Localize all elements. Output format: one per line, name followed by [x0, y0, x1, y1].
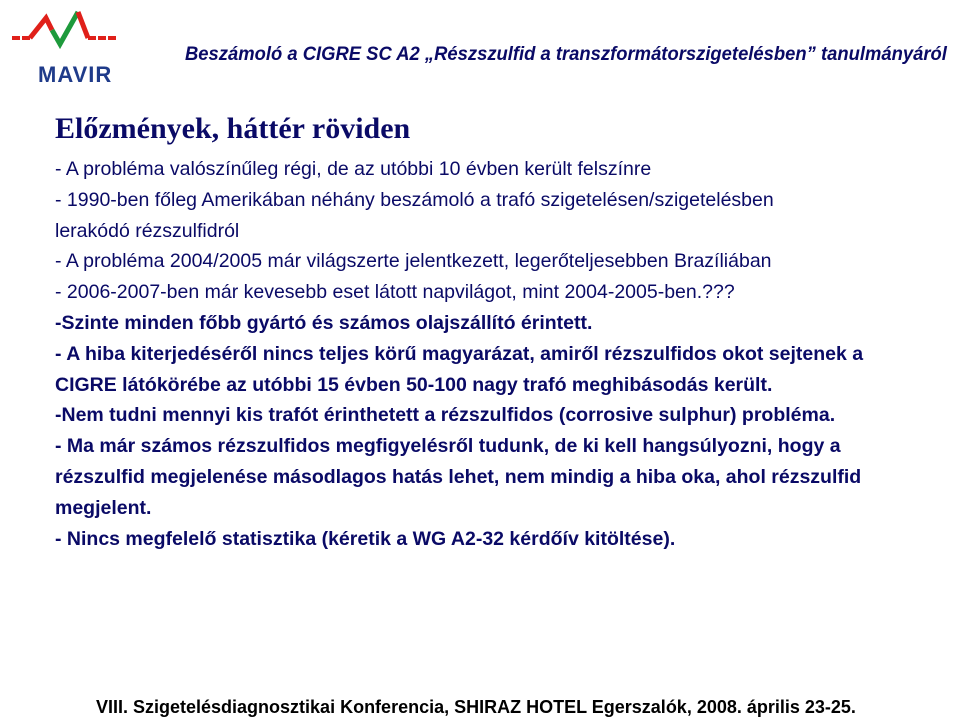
bullet-paragraph: -Nem tudni mennyi kis trafót érinthetett a rézszulfidos (corrosive sulphur) probléma.: [55, 404, 836, 427]
header-title: Beszámoló a CIGRE SC A2 „Részszulfid a transzformátorszigetelésben” tanulmányáról: [185, 44, 947, 65]
bullet-paragraph: - A hiba kiterjedéséről nincs teljes körű magyarázat, amiről rézszulfidos okot sejtenek a CIGRE látókörébe az utóbbi 15 évben 50-100 nagy trafó meghibásodás került.: [55, 342, 864, 396]
page-heading: Előzmények, háttér röviden: [55, 112, 411, 145]
bullet-line: - A probléma valószínűleg régi, de az utóbbi 10 évben került felszínre: [55, 158, 652, 180]
bullet-line: -Szinte minden főbb gyártó és számos olajszállító érintett.: [55, 311, 593, 334]
bullet-paragraph: - Ma már számos rézszulfidos megfigyelésről tudunk, de ki kell hangsúlyozni, hogy a rézszulfid megjelenése másodlagos hatás lehet, nem mindig a hiba oka, ahol rézszulfid megjelent.: [55, 435, 862, 519]
bullet-line: lerakódó rézszulfidról: [55, 219, 240, 242]
bullet-line: - 2006-2007-ben már kevesebb eset látott napvilágot, mint 2004-2005-ben.???: [55, 281, 735, 304]
bullet-paragraph: - Nincs megfelelő statisztika (kéretik a WG A2-32 kérdőív kitöltése).: [55, 527, 676, 550]
logo-wordmark: MAVIR: [38, 62, 113, 87]
slide-body: [55, 154, 925, 554]
footer-conference: VIII. Szigetelésdiagnosztikai Konferencia, SHIRAZ HOTEL Egerszalók, 2008. április 23-25.: [96, 697, 856, 717]
mavir-logo-mark: [8, 8, 128, 64]
bullet-line: - A probléma 2004/2005 már világszerte jelentkezett, legerőteljesebben Brazíliában: [55, 250, 772, 273]
bullet-line: - 1990-ben főleg Amerikában néhány beszámoló a trafó szigetelésen/szigetelésben: [55, 188, 774, 211]
mavir-logo: [8, 8, 128, 87]
